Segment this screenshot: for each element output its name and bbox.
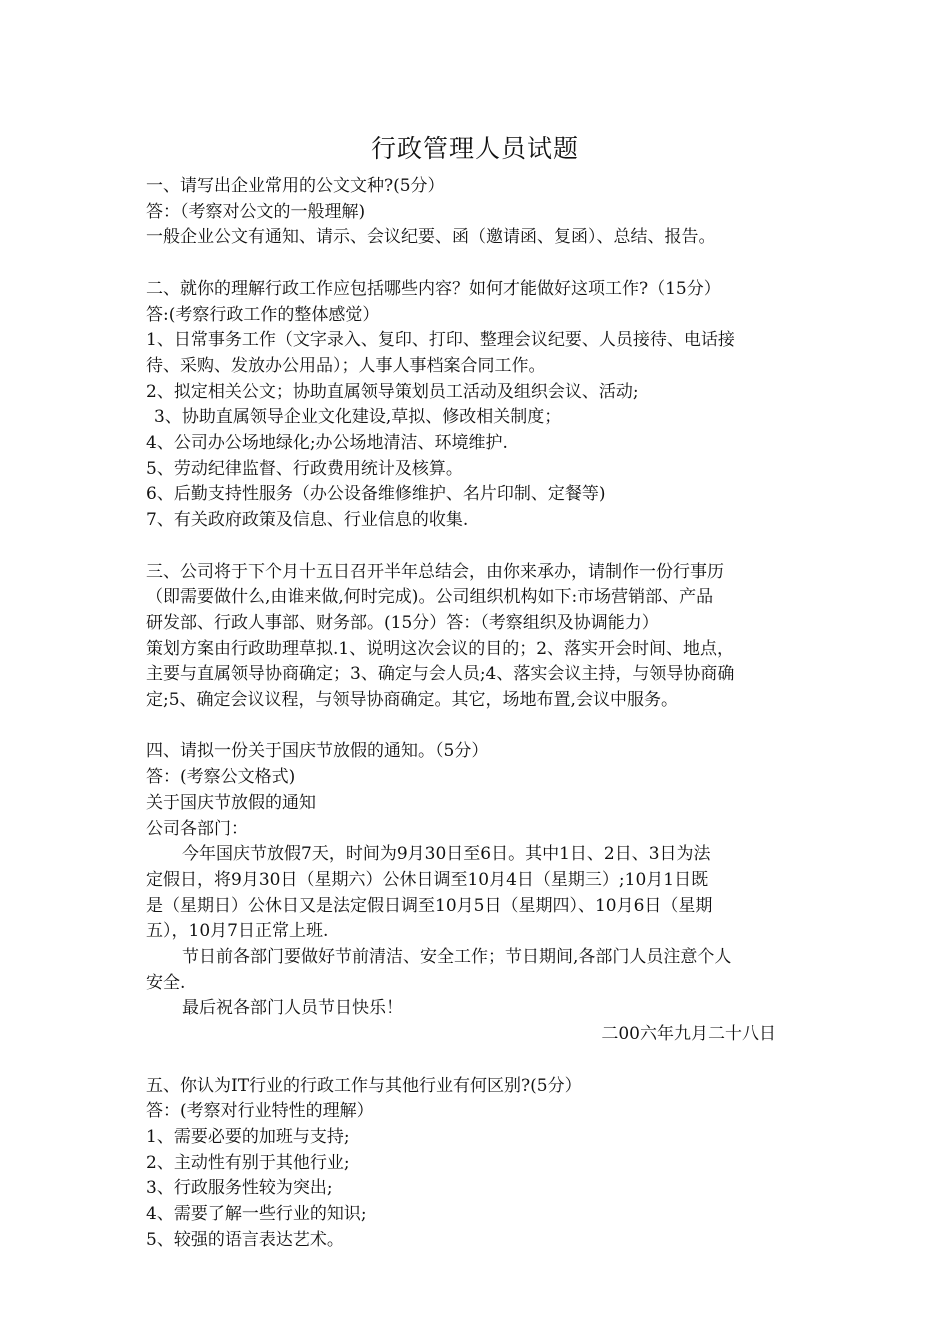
document-title: 行政管理人员试题 [370, 134, 579, 163]
section-spacer [146, 714, 810, 740]
answer-5-line: 5、较强的语言表达艺术。 [146, 1229, 344, 1250]
question-3-line: 三、公司将于下个月十五日召开半年总结会，由你来承办，请制作一份行事历 [146, 561, 724, 582]
answer-2-line: 4、公司办公场地绿化;办公场地清洁、环境维护. [146, 433, 508, 454]
section-spacer [146, 251, 810, 277]
notice-line: 五），10月7日正常上班. [146, 921, 329, 942]
answer-3-line: 主要与直属领导协商确定；3、确定与会人员;4、落实会议主持，与领导协商确 [146, 664, 735, 685]
question-2: 二、就你的理解行政工作应包括哪些内容？如何才能做好这项工作?（15分） [146, 278, 721, 299]
notice-closing: 最后祝各部门人员节日快乐！ [182, 998, 403, 1019]
question-1: 一、请写出企业常用的公文文种?(5分） [146, 176, 445, 196]
answer-2-line: 待、采购、发放办公用品）；人事人事档案合同工作。 [146, 355, 546, 376]
answer-3-line: 定;5、确定会议议程，与领导协商确定。其它，场地布置,会议中服务。 [146, 690, 678, 711]
answer-4-label: 答：(考察公文格式) [146, 767, 296, 788]
section-spacer [146, 1048, 810, 1074]
notice-line: 安全. [146, 972, 186, 993]
answer-5-line: 2、主动性有别于其他行业; [146, 1152, 350, 1173]
notice-line: 节日前各部门要做好节前清洁、安全工作；节日期间,各部门人员注意个人 [182, 947, 732, 968]
answer-5-line: 1、需要必要的加班与支持; [146, 1126, 350, 1147]
answer-2-line: 2、拟定相关公文；协助直属领导策划员工活动及组织会议、活动; [146, 381, 639, 402]
answer-5-line: 4、需要了解一些行业的知识; [146, 1204, 367, 1225]
notice-line: 今年国庆节放假7天，时间为9月30日至6日。其中1日、2日、3日为法 [182, 844, 711, 865]
answer-3-line: 策划方案由行政助理草拟.1、说明这次会议的目的；2、落实开会时间、地点， [146, 638, 735, 659]
answer-2-line: 5、劳动纪律监督、行政费用统计及核算。 [146, 458, 463, 479]
notice-line: 定假日，将9月30日（星期六）公休日调至10月4日（星期三）;10月1日既 [146, 869, 709, 890]
answer-2-line: 1、日常事务工作（文字录入、复印、打印、整理会议纪要、人员接待、电话接 [146, 330, 735, 351]
answer-2-line: 3、协助直属领导企业文化建设,草拟、修改相关制度； [154, 407, 562, 428]
question-3-line: （即需要做什么,由谁来做,何时完成)。公司组织机构如下:市场营销部、产品 [146, 587, 714, 608]
answer-2-line: 6、后勤支持性服务（办公设备维修维护、名片印制、定餐等) [146, 484, 606, 505]
answer-5-line: 3、行政服务性较为突出; [146, 1178, 333, 1199]
notice-salutation: 公司各部门： [146, 818, 248, 839]
question-3-line: 研发部、行政人事部、财务部。(15分）答：（考察组织及协调能力） [146, 612, 659, 633]
section-spacer [146, 534, 810, 560]
notice-date: 二00六年九月二十八日 [601, 1024, 776, 1045]
answer-1-line: 一般企业公文有通知、请示、会议纪要、函（邀请函、复函）、总结、报告。 [146, 227, 716, 248]
notice-line: 是（星期日）公休日又是法定假日调至10月5日（星期四）、10月6日（星期 [146, 895, 713, 916]
question-4: 四、请拟一份关于国庆节放假的通知。（5分） [146, 741, 489, 762]
document-body [146, 174, 810, 1253]
answer-2-label: 答:(考察行政工作的整体感觉） [146, 304, 380, 325]
answer-2-line: 7、有关政府政策及信息、行业信息的收集. [146, 510, 469, 531]
notice-title: 关于国庆节放假的通知 [146, 792, 316, 813]
answer-5-label: 答：(考察对行业特性的理解） [146, 1101, 374, 1122]
answer-1-label: 答：（考察对公文的一般理解) [146, 201, 366, 222]
question-5: 五、你认为IT行业的行政工作与其他行业有何区别?(5分） [146, 1075, 582, 1096]
